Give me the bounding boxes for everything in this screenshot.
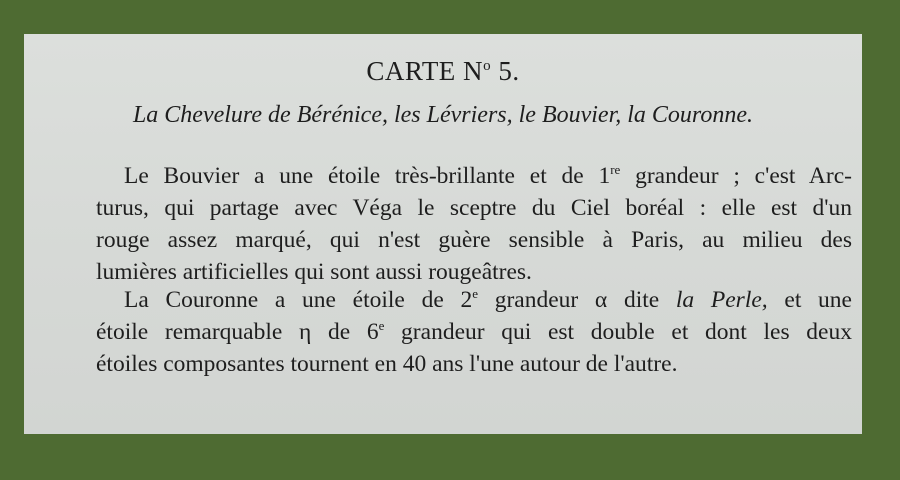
paragraph-line bbox=[96, 284, 852, 316]
text-segment: grandeur qui est double et dont les deux bbox=[384, 319, 852, 345]
text-segment: La Couronne a une étoile de 2 bbox=[124, 287, 473, 313]
superscript: re bbox=[610, 162, 621, 178]
title-superscript: o bbox=[483, 58, 492, 74]
paragraph-line bbox=[96, 348, 852, 380]
paragraph-line bbox=[96, 224, 852, 256]
title-text: CARTE N bbox=[366, 56, 484, 86]
superscript: e bbox=[378, 318, 385, 334]
paragraph-line bbox=[96, 192, 852, 224]
text-segment: et une bbox=[767, 287, 852, 313]
line-text: turus, qui partage avec Véga le sceptre du Ciel boréal : elle est d'un bbox=[96, 195, 852, 221]
line-text bbox=[124, 284, 852, 316]
title-number: 5. bbox=[491, 56, 520, 86]
line-text: étoiles composantes tournent en 40 ans l'une autour de l'autre. bbox=[96, 351, 678, 377]
text-segment: grandeur α dite bbox=[478, 287, 676, 313]
line-text: lumières artificielles qui sont aussi rougeâtres. bbox=[96, 259, 532, 285]
text-segment: grandeur ; c'est Arc- bbox=[620, 163, 852, 189]
paragraph-line bbox=[96, 316, 852, 348]
text-segment: étoile remarquable η de 6 bbox=[96, 319, 379, 345]
paragraph-bouvier bbox=[96, 160, 852, 288]
page-title bbox=[24, 56, 862, 87]
page-subtitle: La Chevelure de Bérénice, les Lévriers, le Bouvier, la Couronne. bbox=[132, 102, 754, 128]
paragraph-line bbox=[96, 160, 852, 192]
line-text bbox=[96, 316, 852, 348]
book-page bbox=[24, 34, 862, 434]
superscript: e bbox=[472, 286, 478, 302]
italic-text: la Perle, bbox=[675, 287, 768, 313]
paragraph-couronne bbox=[96, 284, 852, 380]
line-text: rouge assez marqué, qui n'est guère sensible à Paris, au milieu des bbox=[96, 227, 852, 253]
line-text bbox=[124, 160, 852, 192]
text-segment: Le Bouvier a une étoile très-brillante et de 1 bbox=[124, 163, 611, 189]
